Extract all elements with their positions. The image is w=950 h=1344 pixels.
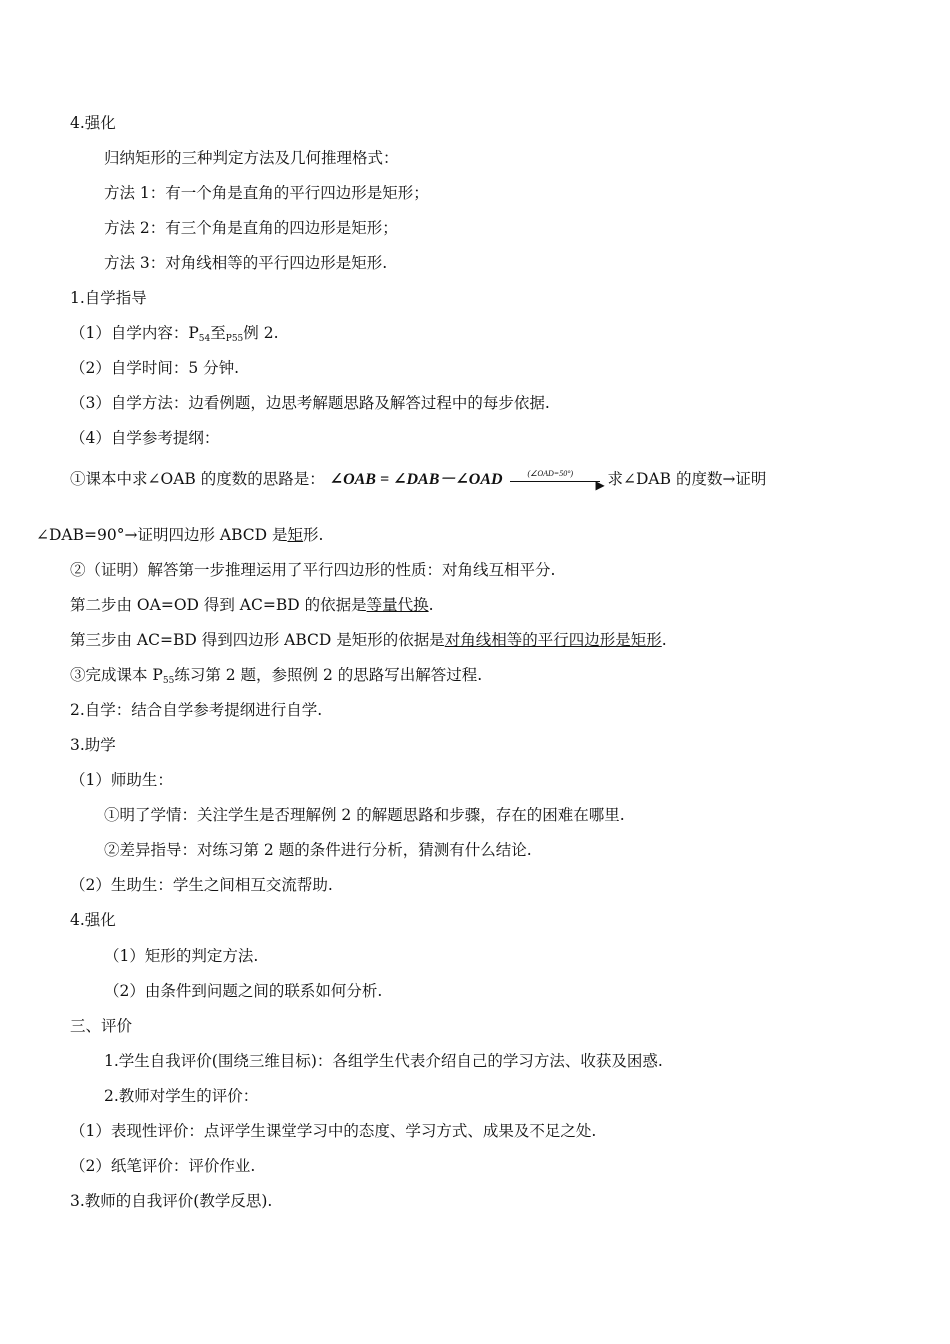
subscript: 55 — [162, 676, 175, 686]
text-line: ①明了学情：关注学生是否理解例 2 的解题思路和步骤，存在的困难在哪里. — [104, 806, 625, 824]
text-line — [70, 630, 667, 650]
text-line: 归纳矩形的三种判定方法及几何推理格式： — [104, 149, 399, 167]
underlined-text: 矩 — [287, 526, 303, 544]
section-heading: 三、评价 — [70, 1017, 133, 1035]
underlined-text: 对角线相等的平行四边形是矩形 — [444, 631, 662, 649]
subscript: P55 — [225, 334, 244, 344]
text-line: 方法 3：对角线相等的平行四边形是矩形. — [104, 254, 388, 272]
text-segment: ∠DAB=90°→证明四边形 ABCD 是 — [36, 526, 288, 544]
arrow-line — [510, 481, 600, 482]
text-line: （2）自学时间：5 分钟. — [70, 359, 240, 377]
text-line: （2）生助生：学生之间相互交流帮助. — [70, 876, 333, 894]
section-heading: 1.自学指导 — [70, 289, 147, 307]
text-line: （3）自学方法：边看例题，边思考解题思路及解答过程中的每步依据. — [70, 394, 550, 412]
text-line: （4）自学参考提纲： — [70, 429, 220, 447]
text-line: （1）师助生： — [70, 771, 173, 789]
text-line: 方法 1：有一个角是直角的平行四边形是矩形； — [104, 184, 429, 202]
text-line — [36, 525, 323, 545]
section-heading: 4.强化 — [70, 114, 116, 132]
text-segment: 形. — [302, 526, 324, 544]
text-line — [70, 323, 279, 349]
text-segment: ③完成课本 P — [70, 666, 163, 684]
text-line: ②（证明）解答第一步推理运用了平行四边形的性质：对角线互相平分. — [70, 561, 556, 579]
underlined-text: 等量代换 — [366, 596, 429, 614]
text-line: 3.教师的自我评价(教学反思). — [70, 1192, 273, 1210]
text-segment: 练习第 2 题，参照例 2 的思路写出解答过程. — [174, 666, 483, 684]
text-segment: ①课本中求∠OAB 的度数的思路是： — [70, 470, 325, 488]
text-segment: 第二步由 OA=OD 得到 AC=BD 的依据是 — [70, 596, 367, 614]
text-line — [70, 665, 482, 691]
text-line: （1）矩形的判定方法. — [104, 947, 259, 965]
text-segment: 求∠DAB 的度数→证明 — [607, 470, 767, 488]
text-line — [70, 595, 434, 615]
arrow-condition: (∠OAD=50°) — [527, 469, 574, 478]
text-segment: . — [428, 596, 434, 614]
implication-arrow — [508, 470, 608, 490]
text-line: （2）由条件到问题之间的联系如何分析. — [104, 982, 383, 1000]
text-segment: 第三步由 AC=BD 得到四边形 ABCD 是矩形的依据是 — [70, 631, 445, 649]
text-segment: （1）自学内容：P — [70, 324, 199, 342]
text-line: （1）表现性评价：点评学生课堂学习中的态度、学习方式、成果及不足之处. — [70, 1122, 597, 1140]
text-line — [70, 469, 766, 490]
math-formula: ∠OAB = ∠DAB－∠OAD — [329, 471, 503, 488]
subscript: 54 — [198, 334, 211, 344]
text-line: （2）纸笔评价：评价作业. — [70, 1157, 256, 1175]
text-line: 1.学生自我评价(围绕三维目标)：各组学生代表介绍自己的学习方法、收获及困惑. — [104, 1052, 663, 1070]
text-line: 2.自学：结合自学参考提纲进行自学. — [70, 701, 323, 719]
text-segment: 至 — [210, 324, 226, 342]
text-segment: 例 2. — [243, 324, 279, 342]
text-line: 方法 2：有三个角是直角的四边形是矩形； — [104, 219, 398, 237]
section-heading: 4.强化 — [70, 911, 116, 929]
text-line: ②差异指导：对练习第 2 题的条件进行分析，猜测有什么结论. — [104, 841, 532, 859]
section-heading: 3.助学 — [70, 736, 116, 754]
text-segment: . — [661, 631, 667, 649]
text-line: 2.教师对学生的评价： — [104, 1087, 259, 1105]
arrow-head-icon: ▶ — [595, 478, 605, 492]
